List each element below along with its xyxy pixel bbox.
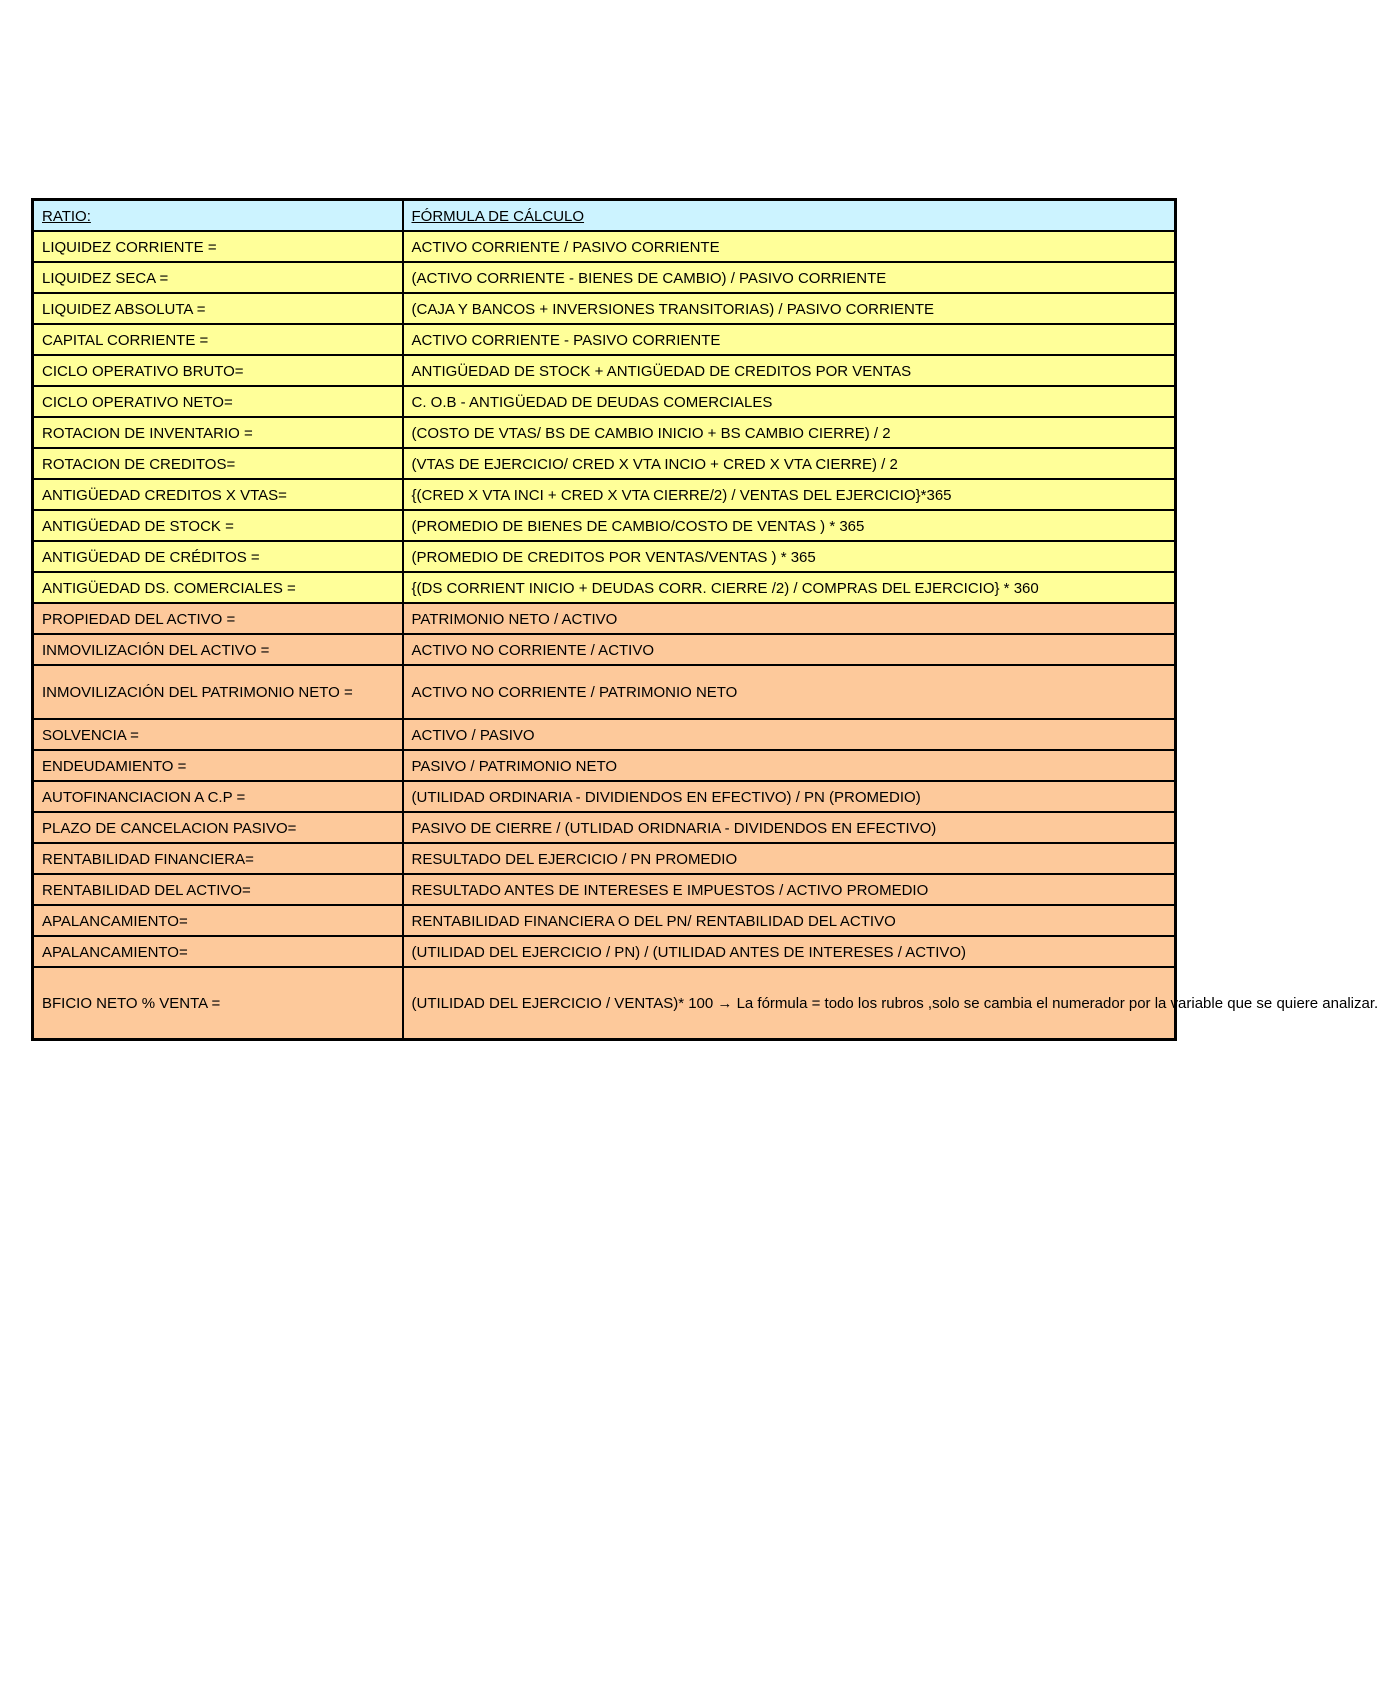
ratio-name: CAPITAL CORRIENTE = bbox=[33, 324, 403, 355]
table-row bbox=[33, 719, 1176, 750]
table-row bbox=[33, 905, 1176, 936]
ratio-formula: (ACTIVO CORRIENTE - BIENES DE CAMBIO) / PASIVO CORRIENTE bbox=[403, 262, 1176, 293]
ratio-formula: (UTILIDAD DEL EJERCICIO / PN) / (UTILIDAD ANTES DE INTERESES / ACTIVO) bbox=[403, 936, 1176, 967]
table-row bbox=[33, 603, 1176, 634]
ratio-formula: {(CRED X VTA INCI + CRED X VTA CIERRE/2) / VENTAS DEL EJERCICIO}*365 bbox=[403, 479, 1176, 510]
header-row bbox=[33, 200, 1176, 232]
table-row bbox=[33, 510, 1176, 541]
header-formula: FÓRMULA DE CÁLCULO bbox=[403, 200, 1176, 232]
table-row bbox=[33, 293, 1176, 324]
ratio-formula: ACTIVO NO CORRIENTE / ACTIVO bbox=[403, 634, 1176, 665]
table-row bbox=[33, 231, 1176, 262]
ratio-name: CICLO OPERATIVO BRUTO= bbox=[33, 355, 403, 386]
ratio-name: LIQUIDEZ SECA = bbox=[33, 262, 403, 293]
ratio-formula: (UTILIDAD DEL EJERCICIO / VENTAS)* 100 → La fórmula = todo los rubros ,solo se cambia el numerador por la variable que se quiere analizar. bbox=[403, 967, 1176, 1040]
table-row bbox=[33, 812, 1176, 843]
ratio-name: AUTOFINANCIACION A C.P = bbox=[33, 781, 403, 812]
ratio-formula: C. O.B - ANTIGÜEDAD DE DEUDAS COMERCIALES bbox=[403, 386, 1176, 417]
ratio-name: ANTIGÜEDAD DS. COMERCIALES = bbox=[33, 572, 403, 603]
ratio-name: LIQUIDEZ ABSOLUTA = bbox=[33, 293, 403, 324]
ratios-table bbox=[31, 198, 1378, 1041]
ratio-formula: (UTILIDAD ORDINARIA - DIVIDIENDOS EN EFECTIVO) / PN (PROMEDIO) bbox=[403, 781, 1176, 812]
table-row bbox=[33, 324, 1176, 355]
table-row bbox=[33, 750, 1176, 781]
ratio-name: APALANCAMIENTO= bbox=[33, 936, 403, 967]
table-row bbox=[33, 967, 1176, 1040]
table-row bbox=[33, 781, 1176, 812]
ratio-formula: (CAJA Y BANCOS + INVERSIONES TRANSITORIAS) / PASIVO CORRIENTE bbox=[403, 293, 1176, 324]
table-row bbox=[33, 355, 1176, 386]
ratio-formula: (VTAS DE EJERCICIO/ CRED X VTA INCIO + CRED X VTA CIERRE) / 2 bbox=[403, 448, 1176, 479]
table-row bbox=[33, 874, 1176, 905]
ratio-name: ENDEUDAMIENTO = bbox=[33, 750, 403, 781]
ratio-formula: ANTIGÜEDAD DE STOCK + ANTIGÜEDAD DE CREDITOS POR VENTAS bbox=[403, 355, 1176, 386]
table-row bbox=[33, 665, 1176, 719]
ratio-formula: ACTIVO / PASIVO bbox=[403, 719, 1176, 750]
table-row bbox=[33, 843, 1176, 874]
ratio-formula: ACTIVO CORRIENTE - PASIVO CORRIENTE bbox=[403, 324, 1176, 355]
table-row bbox=[33, 479, 1176, 510]
ratio-name: ANTIGÜEDAD CREDITOS X VTAS= bbox=[33, 479, 403, 510]
ratio-formula: PATRIMONIO NETO / ACTIVO bbox=[403, 603, 1176, 634]
ratio-formula: ACTIVO NO CORRIENTE / PATRIMONIO NETO bbox=[403, 665, 1176, 719]
ratio-formula: RESULTADO DEL EJERCICIO / PN PROMEDIO bbox=[403, 843, 1176, 874]
ratio-formula: PASIVO DE CIERRE / (UTLIDAD ORIDNARIA - DIVIDENDOS EN EFECTIVO) bbox=[403, 812, 1176, 843]
ratio-name: ANTIGÜEDAD DE CRÉDITOS = bbox=[33, 541, 403, 572]
ratio-formula: (COSTO DE VTAS/ BS DE CAMBIO INICIO + BS CAMBIO CIERRE) / 2 bbox=[403, 417, 1176, 448]
table-row bbox=[33, 386, 1176, 417]
ratio-name: ROTACION DE INVENTARIO = bbox=[33, 417, 403, 448]
ratio-name: ROTACION DE CREDITOS= bbox=[33, 448, 403, 479]
ratio-name: PROPIEDAD DEL ACTIVO = bbox=[33, 603, 403, 634]
ratio-formula: PASIVO / PATRIMONIO NETO bbox=[403, 750, 1176, 781]
table-row bbox=[33, 634, 1176, 665]
ratio-name: ANTIGÜEDAD DE STOCK = bbox=[33, 510, 403, 541]
table-row bbox=[33, 417, 1176, 448]
table-row bbox=[33, 448, 1176, 479]
ratio-name: BFICIO NETO % VENTA = bbox=[33, 967, 403, 1040]
table-row bbox=[33, 262, 1176, 293]
ratio-name: INMOVILIZACIÓN DEL ACTIVO = bbox=[33, 634, 403, 665]
ratio-name: LIQUIDEZ CORRIENTE = bbox=[33, 231, 403, 262]
ratio-name: CICLO OPERATIVO NETO= bbox=[33, 386, 403, 417]
ratio-formula: RENTABILIDAD FINANCIERA O DEL PN/ RENTABILIDAD DEL ACTIVO bbox=[403, 905, 1176, 936]
ratio-formula: (PROMEDIO DE BIENES DE CAMBIO/COSTO DE VENTAS ) * 365 bbox=[403, 510, 1176, 541]
ratio-name: RENTABILIDAD DEL ACTIVO= bbox=[33, 874, 403, 905]
header-ratio: RATIO: bbox=[33, 200, 403, 232]
ratio-formula: ACTIVO CORRIENTE / PASIVO CORRIENTE bbox=[403, 231, 1176, 262]
ratio-name: RENTABILIDAD FINANCIERA= bbox=[33, 843, 403, 874]
ratio-formula: {(DS CORRIENT INICIO + DEUDAS CORR. CIERRE /2) / COMPRAS DEL EJERCICIO} * 360 bbox=[403, 572, 1176, 603]
ratio-formula: RESULTADO ANTES DE INTERESES E IMPUESTOS / ACTIVO PROMEDIO bbox=[403, 874, 1176, 905]
table-row bbox=[33, 541, 1176, 572]
ratio-name: PLAZO DE CANCELACION PASIVO= bbox=[33, 812, 403, 843]
ratio-name: SOLVENCIA = bbox=[33, 719, 403, 750]
table-row bbox=[33, 936, 1176, 967]
ratio-name: APALANCAMIENTO= bbox=[33, 905, 403, 936]
ratio-formula: (PROMEDIO DE CREDITOS POR VENTAS/VENTAS ) * 365 bbox=[403, 541, 1176, 572]
ratio-name: INMOVILIZACIÓN DEL PATRIMONIO NETO = bbox=[33, 665, 403, 719]
table-row bbox=[33, 572, 1176, 603]
